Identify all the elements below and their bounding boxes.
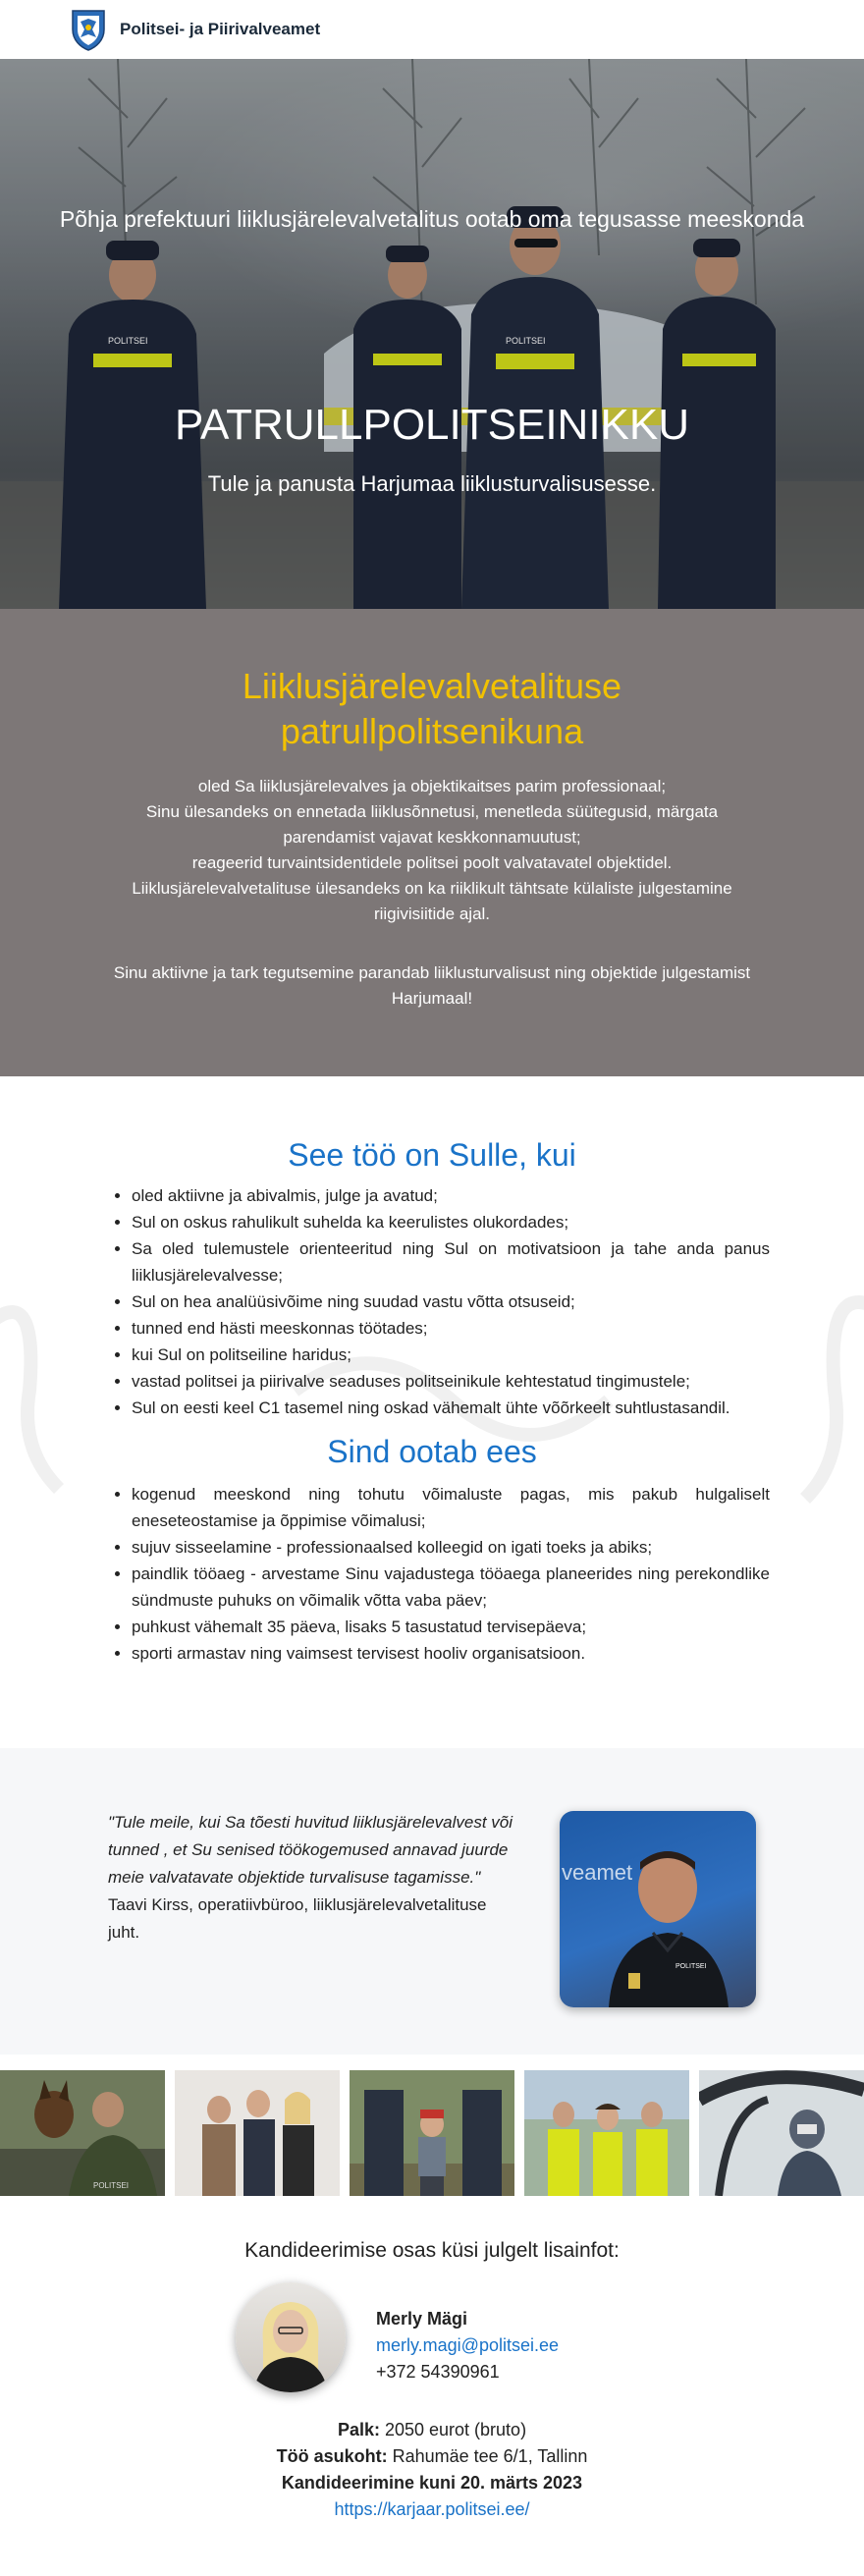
location-line xyxy=(0,2443,864,2470)
vest-badge-1: POLITSEI xyxy=(108,336,148,346)
gallery-badge: POLITSEI xyxy=(93,2181,130,2190)
list-item: • vastad politsei ja piirivalve seaduses politseinikule kehtestatud tingimustele; xyxy=(132,1368,770,1395)
contact-phone: +372 54390961 xyxy=(376,2362,500,2382)
list-item: • puhkust vähemalt 35 päeva, lisaks 5 tasustatud tervisepäeva; xyxy=(132,1614,770,1640)
list-item: • Sul on hea analüüsivõime ning suudad vastu võtta otsuseid; xyxy=(132,1288,770,1315)
location-label: Töö asukoht: xyxy=(276,2446,388,2466)
testimonial-quote: "Tule meile, kui Sa tõesti huvitud liiklusjärelevalvest või tunned , et Su senised töökogemused annavad juurde meie valvatavate objektide turvalisuse tagamisse." xyxy=(108,1813,513,1887)
intro-section xyxy=(0,609,864,1076)
police-shield-logo-icon[interactable] xyxy=(71,8,106,51)
salary-label: Palk: xyxy=(337,2420,380,2439)
contact-name: Merly Mägi xyxy=(376,2309,468,2329)
requirements-heading: See töö on Sulle, kui xyxy=(288,1137,576,1173)
intro-line: oled Sa liiklusjärelevalves ja objektikaitses parim professionaal; xyxy=(197,777,667,795)
list-item: • oled aktiivne ja abivalmis, julge ja avatud; xyxy=(132,1182,770,1209)
gallery-photo-patrol-team xyxy=(524,2070,689,2196)
job-details xyxy=(0,2417,864,2523)
hero-police-photo xyxy=(0,59,864,609)
intro-paragraph xyxy=(108,774,756,927)
requirements-section xyxy=(0,1076,864,1748)
intro-line: reageerid turvaintsidentidele politsei poolt valvatavatel objektidel. xyxy=(191,853,673,872)
list-item: • kui Sul on politseiline haridus; xyxy=(132,1342,770,1368)
list-item: • Sul on oskus rahulikult suhelda ka keerulistes olukordades; xyxy=(132,1209,770,1235)
career-site-link[interactable]: https://karjaar.politsei.ee/ xyxy=(334,2499,530,2519)
list-item: • Sa oled tulemustele orienteeritud ning Sul on motivatsioon ja tahe anda panus liiklusjärelevalvesse; xyxy=(132,1235,770,1288)
list-item: • Sul on eesti keel C1 tasemel ning oskad vähemalt ühte võõrkeelt suhtlustasandil. xyxy=(132,1395,770,1421)
gallery-photo-helicopter xyxy=(699,2070,864,2196)
intro-heading xyxy=(0,664,864,754)
deadline-text: Kandideerimine kuni 20. märts 2023 xyxy=(281,2473,583,2493)
logo-text[interactable]: Politsei- ja Piirivalveamet xyxy=(120,20,321,38)
photo-gallery xyxy=(0,2070,864,2196)
gallery-photo-child xyxy=(350,2070,514,2196)
testimonial-photo xyxy=(560,1811,756,2007)
site-header xyxy=(0,0,864,59)
hero-banner xyxy=(0,59,864,609)
contact-section xyxy=(0,2196,864,2576)
intro-heading-line2: patrullpolitsenikuna xyxy=(280,711,584,751)
contact-title: Kandideerimise osas küsi julgelt lisainfot: xyxy=(244,2239,620,2262)
list-item: • sporti armastav ning vaimsest tervisest hooliv organisatsioon. xyxy=(132,1640,770,1667)
photo-wall-text: veamet xyxy=(562,1860,633,1885)
salary-value: 2050 eurot (bruto) xyxy=(379,2420,527,2439)
intro-line: Sinu ülesandeks on ennetada liiklusõnnetusi, menetleda süütegusid, märgata parendamist vajavat keskkonnamuutust; xyxy=(145,802,719,847)
testimonial-author: Taavi Kirss, operatiivbüroo, liiklusjärelevalvetalituse juht. xyxy=(108,1895,487,1942)
location-value: Rahumäe tee 6/1, Tallinn xyxy=(387,2446,588,2466)
offer-list xyxy=(132,1481,770,1667)
deadline-line xyxy=(0,2470,864,2496)
gallery-photo-group xyxy=(175,2070,340,2196)
contact-avatar xyxy=(236,2282,346,2392)
testimonial-section xyxy=(0,1748,864,2055)
hero-title: PATRULLPOLITSEINIKKU xyxy=(174,401,690,449)
hero-subtitle: Tule ja panusta Harjumaa liiklusturvalisusesse. xyxy=(207,471,657,496)
offer-heading: Sind ootab ees xyxy=(327,1434,537,1469)
salary-line xyxy=(0,2417,864,2443)
gallery-photo-dog-handler xyxy=(0,2070,165,2196)
list-item: • paindlik tööaeg - arvestame Sinu vajadustega tööaega planeerides ning perekondlike sündmuste puhuks on võimalik võtta vaba päev; xyxy=(132,1561,770,1614)
contact-email-link[interactable]: merly.magi@politsei.ee xyxy=(376,2335,560,2355)
vest-badge-2: POLITSEI xyxy=(506,336,546,346)
photo-badge: POLITSEI xyxy=(675,1963,707,1970)
list-item: • tunned end hästi meeskonnas töötades; xyxy=(132,1315,770,1342)
requirements-list xyxy=(132,1182,770,1421)
intro-line: Liiklusjärelevalvetalituse ülesandeks on ka riiklikult tähtsate külaliste julgestamine riigivisiitide ajal. xyxy=(132,879,732,923)
list-item: • sujuv sisseelamine - professionaalsed kolleegid on igati toeks ja abiks; xyxy=(132,1534,770,1561)
hero-tagline: Põhja prefektuuri liiklusjärelevalvetalitus ootab oma tegusasse meeskonda xyxy=(59,206,805,232)
intro-closing: Sinu aktiivne ja tark tegutsemine parandab liiklusturvalisust ning objektide julgestamist Harjumaal! xyxy=(113,963,751,1008)
intro-heading-line1: Liiklusjärelevalvetalituse xyxy=(242,666,622,706)
testimonial-text xyxy=(108,1809,520,1946)
list-item: • kogenud meeskond ning tohutu võimaluste pagas, mis pakub hulgaliselt eneseteostamise ja õppimise võimalusi; xyxy=(132,1481,770,1534)
